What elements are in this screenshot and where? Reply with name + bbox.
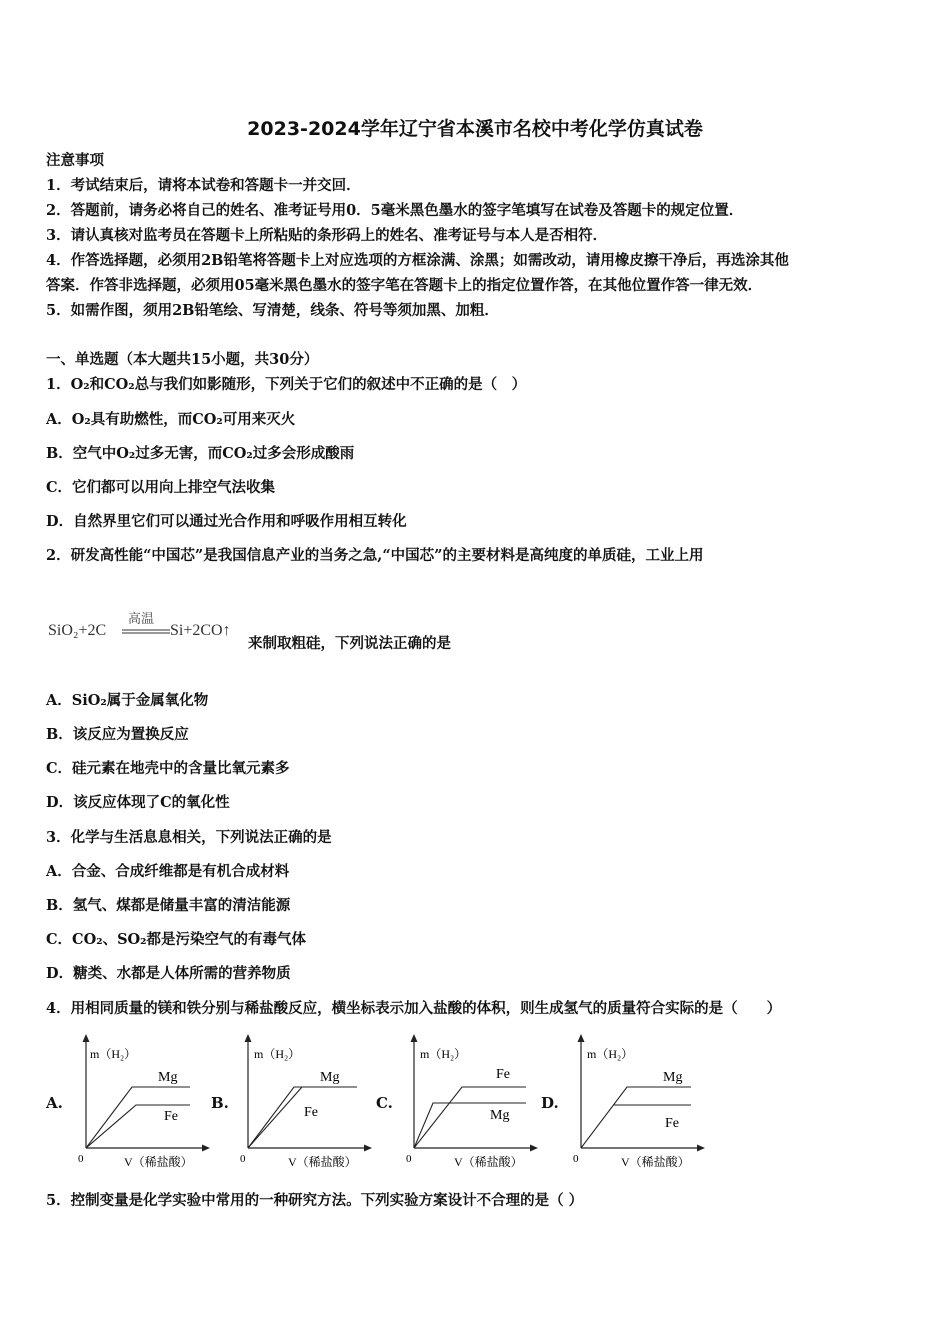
q1-option-c: C．它们都可以用向上排空气法收集 [46, 479, 276, 496]
x-axis-label: V（稀盐酸） [454, 1155, 523, 1169]
upper-series-label: Fe [496, 1067, 510, 1082]
q3-option-d: D．糖类、水都是人体所需的营养物质 [46, 965, 291, 982]
graph-c-label: C. [376, 1094, 393, 1112]
graph-b-label: B. [211, 1094, 229, 1112]
lower-series-label: Mg [490, 1108, 510, 1123]
q4-stem: 4．用相同质量的镁和铁分别与稀盐酸反应，横坐标表示加入盐酸的体积，则生成氢气的质量符合实际的是（ ） [46, 1000, 782, 1017]
notice-item: 答案．作答非选择题，必须用05毫米黑色墨水的签字笔在答题卡上的指定位置作答，在其他位置作答一律无效． [46, 277, 763, 294]
q3-option-a: A．合金、合成纤维都是有机合成材料 [46, 863, 290, 880]
section-heading: 一、单选题（本大题共15小题，共30分） [46, 351, 319, 368]
q2-stem-tail: 来制取粗硅，下列说法正确的是 [248, 635, 451, 652]
equation-right: Si+2CO↑ [170, 622, 231, 639]
equation-left: SiO₂+2C [48, 622, 107, 639]
upper-series-label: Mg [158, 1070, 178, 1085]
notice-item: 5．如需作图，须用2B铅笔绘、写清楚，线条、符号等须加黑、加粗． [46, 302, 499, 319]
lower-series-line [248, 1087, 302, 1148]
q5-stem: 5．控制变量是化学实验中常用的一种研究方法。下列实验方案设计不合理的是（ ） [46, 1192, 584, 1209]
graph-c [398, 1030, 543, 1172]
y-axis-label: m（H₂） [254, 1047, 301, 1061]
q3-option-c: C．CO₂、SO₂都是污染空气的有毒气体 [46, 931, 307, 948]
notice-item: 3．请认真核对监考员在答题卡上所粘贴的条形码上的姓名、准考证号与本人是否相符． [46, 227, 608, 244]
chemical-equation [48, 608, 248, 648]
equation-condition: 高温 [128, 612, 155, 627]
lower-series-label: Fe [665, 1116, 679, 1131]
graph-d [565, 1030, 710, 1172]
x-axis-label: V（稀盐酸） [288, 1155, 357, 1169]
q2-option-a: A．SiO₂属于金属氧化物 [46, 692, 209, 709]
upper-series-label: Mg [320, 1070, 340, 1085]
origin-label: 0 [573, 1153, 579, 1165]
q1-option-a: A．O₂具有助燃性，而CO₂可用来灭火 [46, 411, 296, 428]
equation-arrow [122, 628, 170, 636]
q2-option-b: B．该反应为置换反应 [46, 726, 189, 743]
q1-option-d: D．自然界里它们可以通过光合作用和呼吸作用相互转化 [46, 513, 407, 530]
y-axis-label: m（H₂） [90, 1047, 137, 1061]
notice-heading: 注意事项 [46, 152, 104, 169]
origin-label: 0 [240, 1153, 246, 1165]
x-axis-label: V（稀盐酸） [124, 1155, 193, 1169]
q1-option-b: B．空气中O₂过多无害，而CO₂过多会形成酸雨 [46, 445, 355, 462]
x-axis-label: V（稀盐酸） [621, 1155, 690, 1169]
upper-series-label: Mg [663, 1070, 683, 1085]
q1-stem: 1．O₂和CO₂总与我们如影随形，下列关于它们的叙述中不正确的是（ ） [46, 376, 527, 393]
q2-stem: 2．研发高性能“中国芯”是我国信息产业的当务之急,“中国芯”的主要材料是高纯度的单质硅，工业上用 [46, 547, 704, 564]
q2-option-d: D．该反应体现了C的氧化性 [46, 794, 230, 811]
q2-option-c: C．硅元素在地壳中的含量比氧元素多 [46, 760, 290, 777]
page-title: 2023-2024学年辽宁省本溪市名校中考化学仿真试卷 [247, 118, 703, 140]
graph-a [70, 1030, 215, 1172]
upper-series-line [248, 1087, 357, 1148]
y-axis-label: m（H₂） [587, 1047, 634, 1061]
notice-item: 4．作答选择题，必须用2B铅笔将答题卡上对应选项的方框涂满、涂黑；如需改动，请用橡皮擦干净后，再选涂其他 [46, 252, 789, 269]
origin-label: 0 [406, 1153, 412, 1165]
graph-d-label: D. [541, 1094, 559, 1112]
y-axis-label: m（H₂） [420, 1047, 467, 1061]
lower-series-label: Fe [164, 1109, 178, 1124]
notice-item: 2．答题前，请务必将自己的姓名、准考证号用0．5毫米黑色墨水的签字笔填写在试卷及答题卡的规定位置． [46, 202, 744, 219]
graph-b [232, 1030, 377, 1172]
lower-series-label: Fe [304, 1105, 318, 1120]
notice-item: 1．考试结束后，请将本试卷和答题卡一并交回． [46, 177, 361, 194]
origin-label: 0 [78, 1153, 84, 1165]
graph-a-label: A. [46, 1094, 63, 1112]
q3-option-b: B．氢气、煤都是储量丰富的清洁能源 [46, 897, 291, 914]
q3-stem: 3．化学与生活息息相关，下列说法正确的是 [46, 829, 332, 846]
